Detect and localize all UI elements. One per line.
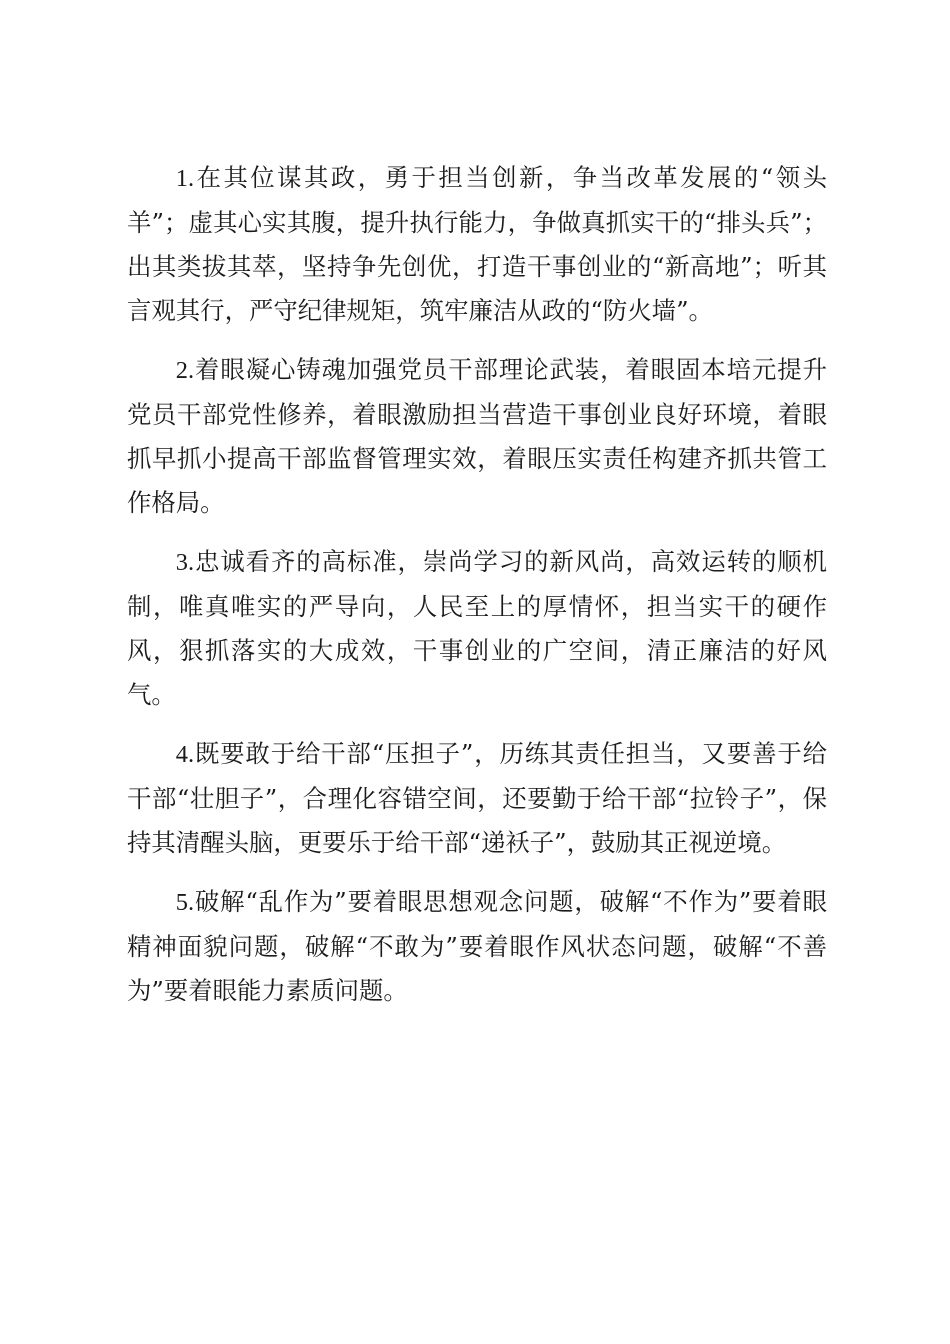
paragraph-number: 2. bbox=[175, 357, 195, 384]
paragraph-text: 在其位谋其政，勇于担当创新，争当改革发展的“领头羊”；虚其心实其腹，提升执行能力，争做真抓实干的“排头兵”；出其类拔其萃，坚持争先创优，打造干事创业的“新高地”；听其言观其行，严守纪律规矩，筑牢廉洁从政的“防火墙”。 bbox=[127, 163, 827, 325]
paragraph-number: 4. bbox=[175, 741, 195, 768]
paragraph-number: 5. bbox=[175, 889, 195, 916]
paragraph-text: 忠诚看齐的高标准，崇尚学习的新风尚，高效运转的顺机制，唯真唯实的严导向，人民至上的厚情怀，担当实干的硬作风，狠抓落实的大成效，干事创业的广空间，清正廉洁的好风气。 bbox=[127, 547, 827, 709]
paragraph-text: 着眼凝心铸魂加强党员干部理论武装，着眼固本培元提升党员干部党性修养，着眼激励担当营造干事创业良好环境，着眼抓早抓小提高干部监督管理实效，着眼压实责任构建齐抓共管工作格局。 bbox=[127, 355, 827, 517]
paragraph-text: 破解“乱作为”要着眼思想观念问题，破解“不作为”要着眼精神面貌问题，破解“不敢为”要着眼作风状态问题，破解“不善为”要着眼能力素质问题。 bbox=[127, 887, 827, 1005]
paragraph-number: 3. bbox=[175, 549, 195, 576]
paragraph-5 bbox=[127, 880, 827, 1013]
paragraph-3 bbox=[127, 540, 827, 717]
document-body bbox=[127, 156, 827, 1028]
paragraph-text: 既要敢于给干部“压担子”，历练其责任担当，又要善于给干部“壮胆子”，合理化容错空间，还要勤于给干部“拉铃子”，保持其清醒头脑，更要乐于给干部“递袄子”，鼓励其正视逆境。 bbox=[127, 739, 827, 857]
paragraph-1 bbox=[127, 156, 827, 333]
paragraph-4 bbox=[127, 732, 827, 865]
paragraph-2 bbox=[127, 348, 827, 525]
paragraph-number: 1. bbox=[175, 165, 195, 192]
